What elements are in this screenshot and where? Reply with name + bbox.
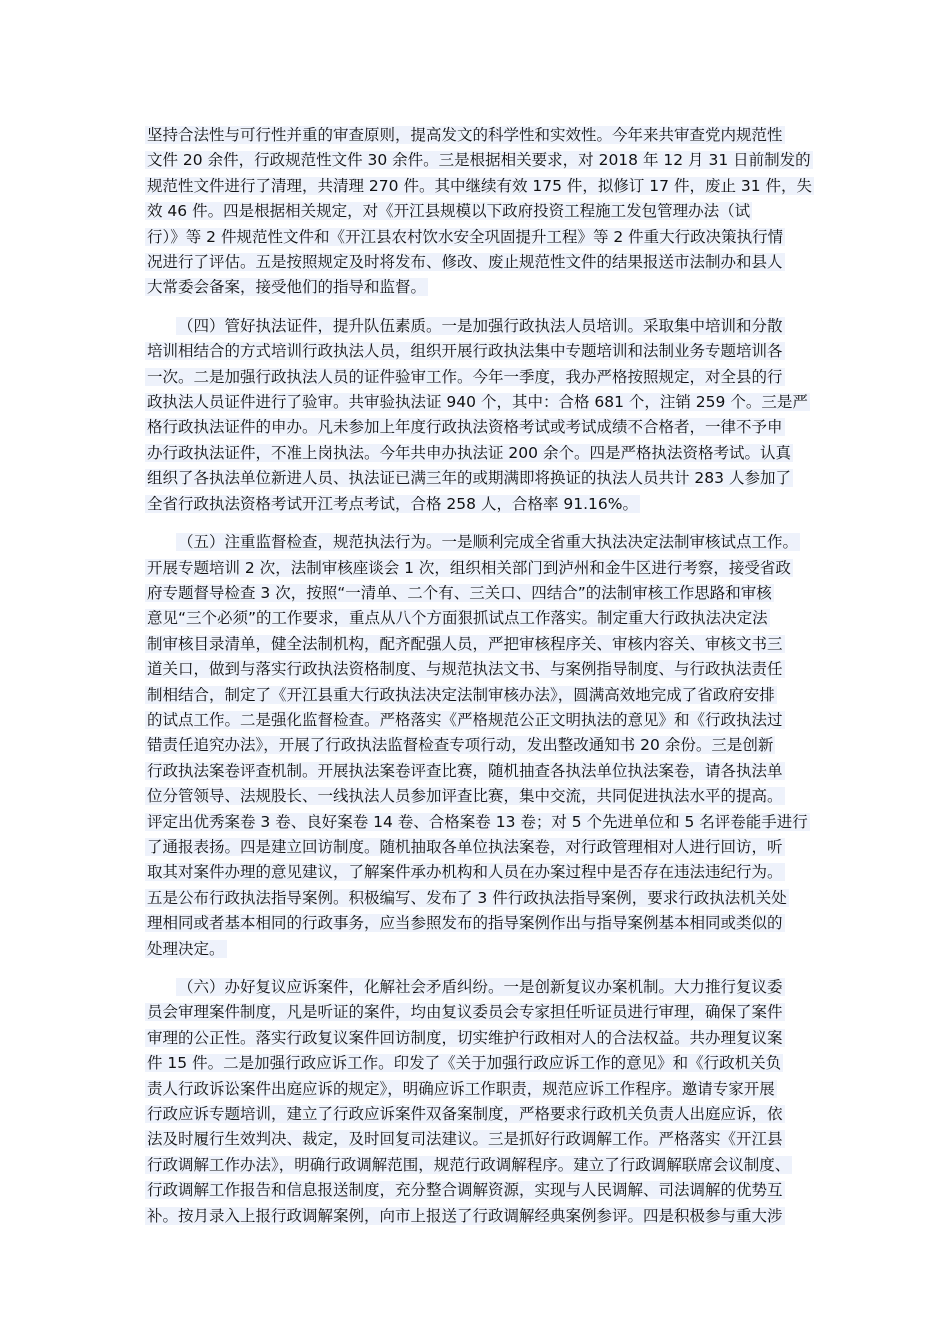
text-line: 处理决定。 — [147, 939, 225, 958]
text-line: 法及时履行生效判决、裁定，及时回复司法建议。三是抓好行政调解工作。严格落实《开江县 — [147, 1130, 783, 1149]
text-line: 的试点工作。二是强化监督检查。严格落实《严格规范公正文明执法的意见》和《行政执法过 — [147, 710, 783, 729]
text-line: 培训相结合的方式培训行政执法人员，组织开展行政执法集中专题培训和法制业务专题培训各 — [147, 342, 783, 361]
text-line: 政执法人员证件进行了验审。共审验执法证 940 个，其中：合格 681 个，注销 259 个。三是严 — [147, 393, 808, 412]
text-line: 错责任追究办法》，开展了行政执法监督检查专项行动，发出整改通知书 20 余份。三是创新 — [147, 736, 774, 755]
text-line: 格行政执法证件的申办。凡未参加上年度行政执法资格考试或考试成绩不合格者，一律不予申 — [147, 418, 783, 437]
text-line: 行）》等 2 件规范性文件和《开江县农村饮水安全巩固提升工程》等 2 件重大行政决策执行情 — [147, 227, 784, 246]
text-line: 大常委会备案，接受他们的指导和监督。 — [147, 278, 427, 297]
text-line: （四）管好执法证件，提升队伍素质。一是加强行政执法人员培训。采取集中培训和分散 — [178, 316, 783, 335]
text-line: 五是公布行政执法指导案例。积极编写、发布了 3 件行政执法指导案例，要求行政执法机关处 — [147, 888, 787, 907]
text-line: 行政调解工作报告和信息报送制度，充分整合调解资源，实现与人民调解、司法调解的优势互 — [147, 1181, 783, 1200]
text-line: 取其对案件办理的意见建议，了解案件承办机构和人员在办案过程中是否存在违法违纪行为。 — [147, 863, 783, 882]
text-line: 责人行政诉讼案件出庭应诉的规定》，明确应诉工作职责，规范应诉工作程序。邀请专家开展 — [147, 1079, 775, 1098]
text-line: 办行政执法证件，不准上岗执法。今年共申办执法证 200 余个。四是严格执法资格考试。认真 — [147, 443, 791, 462]
text-line: 件 15 件。二是加强行政应诉工作。印发了《关于加强行政应诉工作的意见》和《行政机关负 — [147, 1054, 782, 1073]
paragraph-section-6-reconsideration — [145, 975, 809, 1229]
text-line: 规范性文件进行了清理，共清理 270 件。其中继续有效 175 件，拟修订 17 件，废止 31 件，失 — [147, 176, 813, 195]
text-line: 府专题督导检查 3 次，按照“一清单、二个有、三关口、四结合”的法制审核工作思路和审核 — [147, 583, 772, 602]
document-page — [145, 123, 813, 1242]
text-line: 行政调解工作办法》，明确行政调解范围，规范行政调解程序。建立了行政调解联席会议制度、 — [147, 1155, 791, 1174]
text-line: 行政执法案卷评查机制。开展执法案卷评查比赛，随机抽查各执法单位执法案卷，请各执法单 — [147, 761, 783, 780]
text-line: 组织了各执法单位新进人员、执法证已满三年的或期满即将换证的执法人员共计 283 人参加了 — [147, 469, 791, 488]
text-line: （六）办好复议应诉案件，化解社会矛盾纠纷。一是创新复议办案机制。大力推行复议委 — [178, 978, 783, 996]
text-line: 效 46 件。四是根据相关规定，对《开江县规模以下政府投资工程施工发包管理办法（试 — [147, 202, 751, 221]
text-line: 道关口，做到与落实行政执法资格制度、与规范执法文书、与案例指导制度、与行政执法责任 — [147, 660, 783, 679]
text-line: 况进行了评估。五是按照规定及时将发布、修改、废止规范性文件的结果报送市法制办和县人 — [147, 253, 783, 272]
text-line: 制相结合，制定了《开江县重大行政执法决定法制审核办法》，圆满高效地完成了省政府安排 — [147, 685, 775, 704]
text-line: 文件 20 余件，行政规范性文件 30 余件。三是根据相关要求，对 2018 年 12 月 31 日前制发的 — [147, 151, 811, 170]
text-line: 评定出优秀案卷 3 卷、良好案卷 14 卷、合格案卷 13 卷；对 5 个先进单位和 5 名评卷能手进行 — [147, 812, 808, 831]
paragraph-section-4-certificates — [145, 314, 809, 517]
text-line: 行政应诉专题培训，建立了行政应诉案件双备案制度，严格要求行政机关负责人出庭应诉，依 — [147, 1105, 783, 1124]
paragraph-section-5-supervision — [145, 530, 809, 962]
text-line: 位分管领导、法规股长、一线执法人员参加评查比赛，集中交流，共同促进执法水平的提高。 — [147, 787, 783, 806]
text-line: 意见“三个必须”的工作要求，重点从八个方面狠抓试点工作落实。制定重大行政执法决定法 — [147, 609, 768, 628]
text-line: 一次。二是加强行政执法人员的证件验审工作。今年一季度，我办严格按照规定，对全县的行 — [147, 367, 783, 386]
text-line: 补。按月录入上报行政调解案例，向市上报送了行政调解经典案例参评。四是积极参与重大涉 — [147, 1206, 783, 1225]
text-line: （五）注重监督检查，规范执法行为。一是顺利完成全省重大执法决定法制审核试点工作。 — [178, 533, 799, 552]
text-line: 全省行政执法资格考试开江考点考试，合格 258 人，合格率 91.16%。 — [147, 494, 638, 513]
text-line: 了通报表扬。四是建立回访制度。随机抽取各单位执法案卷，对行政管理相对人进行回访，听 — [147, 837, 783, 856]
text-line: 员会审理案件制度，凡是听证的案件，均由复议委员会专家担任听证员进行审理，确保了案件 — [147, 1003, 783, 1022]
text-line: 开展专题培训 2 次，法制审核座谈会 1 次，组织相关部门到泸州和金牛区进行考察，接受省政 — [147, 558, 791, 577]
text-line: 审理的公正性。落实行政复议案件回访制度，切实维护行政相对人的合法权益。共办理复议案 — [147, 1028, 783, 1047]
text-line: 理相同或者基本相同的行政事务，应当参照发布的指导案例作出与指导案例基本相同或类似的 — [147, 914, 783, 933]
text-line: 制审核目录清单，健全法制机构，配齐配强人员，严把审核程序关、审核内容关、审核文书三 — [147, 634, 783, 653]
paragraph-review-documents — [145, 123, 813, 301]
text-line: 坚持合法性与可行性并重的审查原则，提高发文的科学性和实效性。今年来共审查党内规范性 — [147, 126, 783, 144]
